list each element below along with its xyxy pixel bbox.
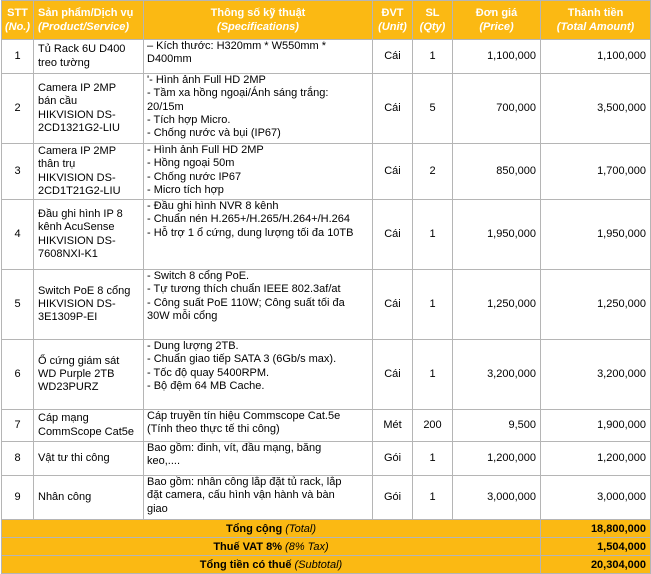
vat-row <box>2 538 651 556</box>
row-price: 1,250,000 <box>453 270 541 340</box>
product-line: HIKVISION DS- <box>38 234 116 247</box>
product-line: 2CD1T21G2-LIU <box>38 184 121 197</box>
product-line: Vật tư thi công <box>38 451 110 464</box>
spec-line: 20/15m <box>147 100 184 113</box>
spec-line: - Tốc độ quay 5400RPM. <box>147 366 270 379</box>
table-row <box>2 200 651 270</box>
table-row <box>2 144 651 200</box>
product-line: Cáp mạng <box>38 412 89 425</box>
row-spec <box>144 442 373 476</box>
row-product <box>34 144 144 200</box>
vat-value: 1,504,000 <box>541 538 651 556</box>
row-price: 9,500 <box>453 410 541 442</box>
row-price: 850,000 <box>453 144 541 200</box>
row-stt: 2 <box>2 74 34 144</box>
product-line: WD23PURZ <box>38 381 99 394</box>
row-price: 700,000 <box>453 74 541 144</box>
spec-line: - Chuẩn nén H.265+/H.265/H.264+/H.264 <box>147 213 351 226</box>
total-value: 18,800,000 <box>541 520 651 538</box>
spec-line: keo,.... <box>147 455 181 468</box>
row-spec <box>144 74 373 144</box>
row-spec <box>144 144 373 200</box>
product-line: HIKVISION DS- <box>38 171 116 184</box>
row-qty: 1 <box>413 270 453 340</box>
header-product: Sản phẩm/Dịch vụ (Product/Service) <box>34 1 144 40</box>
product-line: thân trụ <box>38 158 76 171</box>
table-row <box>2 74 651 144</box>
row-product <box>34 340 144 410</box>
quotation-table <box>1 0 651 574</box>
row-stt: 3 <box>2 144 34 200</box>
row-product <box>34 40 144 74</box>
spec-line: - Chống nước IP67 <box>147 170 242 183</box>
header-unit: ĐVT (Unit) <box>373 1 413 40</box>
table-row <box>2 270 651 340</box>
spec-line: - Bộ đệm 64 MB Cache. <box>147 379 265 392</box>
product-line: 7608NXI-K1 <box>38 247 98 260</box>
row-qty: 200 <box>413 410 453 442</box>
product-line: CommScope Cat5e <box>38 425 134 438</box>
product-line: bán cầu <box>38 95 78 108</box>
product-line: kênh AcuSense <box>38 221 115 234</box>
spec-line: - Tầm xa hồng ngoại/Ánh sáng trắng: <box>147 87 329 100</box>
row-product <box>34 476 144 520</box>
row-amount: 1,200,000 <box>541 442 651 476</box>
row-spec <box>144 476 373 520</box>
row-amount: 1,700,000 <box>541 144 651 200</box>
row-stt: 6 <box>2 340 34 410</box>
product-line: Tủ Rack 6U D400 <box>38 43 126 56</box>
table-row <box>2 442 651 476</box>
spec-line: (Tính theo thực tế thi công) <box>147 423 280 436</box>
row-stt: 8 <box>2 442 34 476</box>
spec-line: - Hỗ trợ 1 ổ cứng, dung lượng tối đa 10TB <box>147 226 354 239</box>
total-row <box>2 520 651 538</box>
table-row <box>2 410 651 442</box>
row-product <box>34 200 144 270</box>
table-row <box>2 340 651 410</box>
spec-line: Bao gồm: đinh, vít, đầu mạng, băng <box>147 442 322 454</box>
spec-line: Bao gồm: nhân công lắp đặt tủ rack, lắp <box>147 476 342 488</box>
row-unit: Cái <box>373 200 413 270</box>
table-row <box>2 40 651 74</box>
product-line: Switch PoE 8 cổng <box>38 284 131 297</box>
product-line: WD Purple 2TB <box>38 367 115 380</box>
spec-line: Cáp truyền tín hiệu Commscope Cat.5e <box>147 410 341 422</box>
header-row <box>2 1 651 40</box>
spec-line: – Kích thước: H320mm * W550mm * <box>147 40 327 52</box>
spec-line: - Hồng ngoại 50m <box>147 157 235 170</box>
header-qty: SL (Qty) <box>413 1 453 40</box>
spec-line: - Hình ảnh Full HD 2MP <box>147 144 264 156</box>
row-unit: Gói <box>373 442 413 476</box>
spec-line: - Micro tích hợp <box>147 183 224 196</box>
grand-total-label: Tổng tiền có thuế (Subtotal) <box>2 556 541 574</box>
spec-line: - Switch 8 cổng PoE. <box>147 270 250 282</box>
product-line: HIKVISION DS- <box>38 108 116 121</box>
row-stt: 4 <box>2 200 34 270</box>
row-unit: Cái <box>373 340 413 410</box>
product-line: Camera IP 2MP <box>38 81 117 94</box>
row-amount: 1,900,000 <box>541 410 651 442</box>
spec-line: 30W mỗi cổng <box>147 309 218 322</box>
product-line: Ổ cứng giám sát <box>38 354 120 367</box>
row-stt: 5 <box>2 270 34 340</box>
row-amount: 3,000,000 <box>541 476 651 520</box>
row-unit: Cái <box>373 40 413 74</box>
table-body <box>2 40 651 520</box>
row-qty: 1 <box>413 442 453 476</box>
row-amount: 1,950,000 <box>541 200 651 270</box>
row-price: 1,100,000 <box>453 40 541 74</box>
row-price: 3,200,000 <box>453 340 541 410</box>
spec-line: - Chống nước và bụi (IP67) <box>147 127 281 140</box>
table-row <box>2 476 651 520</box>
row-qty: 1 <box>413 476 453 520</box>
row-spec <box>144 340 373 410</box>
row-qty: 2 <box>413 144 453 200</box>
row-price: 3,000,000 <box>453 476 541 520</box>
row-qty: 1 <box>413 340 453 410</box>
grand-total-value: 20,304,000 <box>541 556 651 574</box>
header-amount: Thành tiền (Total Amount) <box>541 1 651 40</box>
product-line: treo tường <box>38 56 90 69</box>
row-stt: 1 <box>2 40 34 74</box>
spec-line: - Công suất PoE 110W; Công suất tối đa <box>147 296 345 309</box>
row-amount: 3,500,000 <box>541 74 651 144</box>
spec-line: - Chuẩn giao tiếp SATA 3 (6Gb/s max). <box>147 353 337 366</box>
row-product <box>34 270 144 340</box>
row-spec <box>144 40 373 74</box>
row-amount: 1,100,000 <box>541 40 651 74</box>
row-price: 1,200,000 <box>453 442 541 476</box>
row-spec <box>144 200 373 270</box>
spec-line: - Dung lượng 2TB. <box>147 340 239 352</box>
row-unit: Cái <box>373 144 413 200</box>
spec-line: '- Hình ảnh Full HD 2MP <box>147 74 266 86</box>
spec-line: D400mm <box>147 53 192 66</box>
row-qty: 5 <box>413 74 453 144</box>
row-price: 1,950,000 <box>453 200 541 270</box>
spec-line: - Tích hợp Micro. <box>147 113 231 126</box>
header-spec: Thông số kỹ thuật (Specifications) <box>144 1 373 40</box>
row-product <box>34 442 144 476</box>
product-line: HIKVISION DS- <box>38 297 116 310</box>
header-price: Đơn giá (Price) <box>453 1 541 40</box>
spec-line: đặt camera, cấu hình vận hành và bàn <box>147 489 335 502</box>
row-unit: Gói <box>373 476 413 520</box>
spec-line: - Tự tương thích chuẩn IEEE 802.3af/at <box>147 283 341 296</box>
header-stt: STT (No.) <box>2 1 34 40</box>
row-product <box>34 74 144 144</box>
row-amount: 1,250,000 <box>541 270 651 340</box>
product-line: Camera IP 2MP <box>38 144 117 157</box>
row-spec <box>144 270 373 340</box>
row-amount: 3,200,000 <box>541 340 651 410</box>
row-stt: 7 <box>2 410 34 442</box>
spec-line: giao <box>147 502 168 515</box>
product-line: 2CD1321G2-LIU <box>38 121 120 134</box>
total-label: Tổng cộng (Total) <box>2 520 541 538</box>
product-line: 3E1309P-EI <box>38 311 98 324</box>
row-unit: Cái <box>373 270 413 340</box>
vat-label: Thuế VAT 8% (8% Tax) <box>2 538 541 556</box>
row-unit: Cái <box>373 74 413 144</box>
row-unit: Mét <box>373 410 413 442</box>
row-product <box>34 410 144 442</box>
product-line: Đầu ghi hình IP 8 <box>38 207 123 220</box>
row-qty: 1 <box>413 200 453 270</box>
product-line: Nhân công <box>38 490 92 503</box>
row-qty: 1 <box>413 40 453 74</box>
spec-line: - Đầu ghi hình NVR 8 kênh <box>147 200 279 212</box>
grand-total-row <box>2 556 651 574</box>
row-stt: 9 <box>2 476 34 520</box>
row-spec <box>144 410 373 442</box>
